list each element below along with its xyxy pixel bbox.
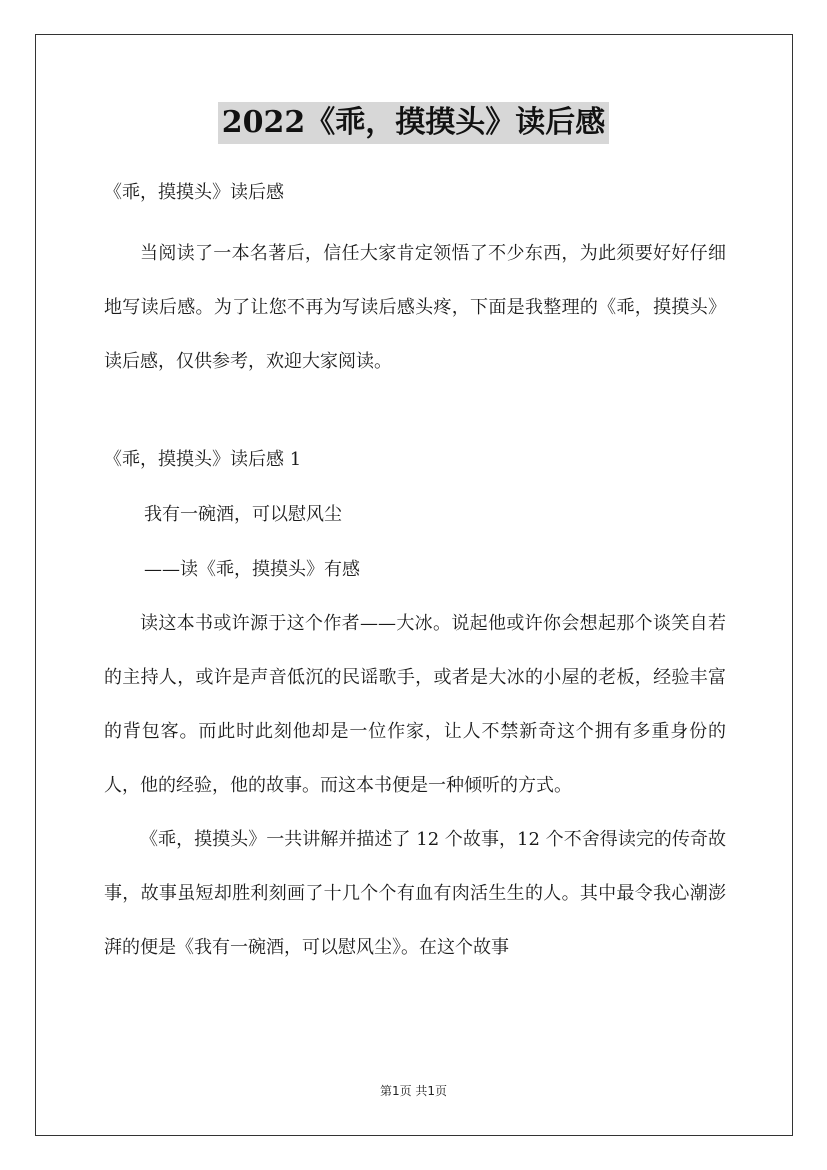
page-footer: 第1页 共1页: [379, 1084, 448, 1098]
body-paragraph-1: 读这本书或许源于这个作者——大冰。说起他或许你会想起那个谈笑自若的主持人，或许是声音低沉的民谣歌手，或者是大冰的小屋的老板，经验丰富的背包客。而此时此刻他却是一位作家，让人不禁新奇这个拥有多重身份的人，他的经验，他的故事。而这本书便是一种倾听的方式。: [104, 613, 726, 796]
title-container: [0, 102, 827, 144]
document-title: 2022《乖，摸摸头》读后感: [218, 102, 610, 144]
document-body: [104, 175, 726, 975]
section-heading: 《乖，摸摸头》读后感 1: [104, 449, 302, 470]
body-paragraph-2: 《乖，摸摸头》一共讲解并描述了 12 个故事，12 个不舍得读完的传奇故事，故事虽短却胜利刻画了十几个个有血有肉活生生的人。其中最令我心潮澎湃的便是《我有一碗酒，可以慰风尘》。在这个故事: [104, 829, 726, 958]
section-subtitle: ——读《乖，摸摸头》有感: [144, 559, 360, 580]
spacer: [104, 389, 726, 432]
section-title: 我有一碗酒，可以慰风尘: [144, 504, 342, 525]
subtitle: 《乖，摸摸头》读后感: [104, 182, 284, 203]
intro-paragraph: 当阅读了一本名著后，信任大家肯定领悟了不少东西，为此须要好好仔细地写读后感。为了让您不再为写读后感头疼，下面是我整理的《乖，摸摸头》读后感，仅供参考，欢迎大家阅读。: [104, 243, 726, 372]
